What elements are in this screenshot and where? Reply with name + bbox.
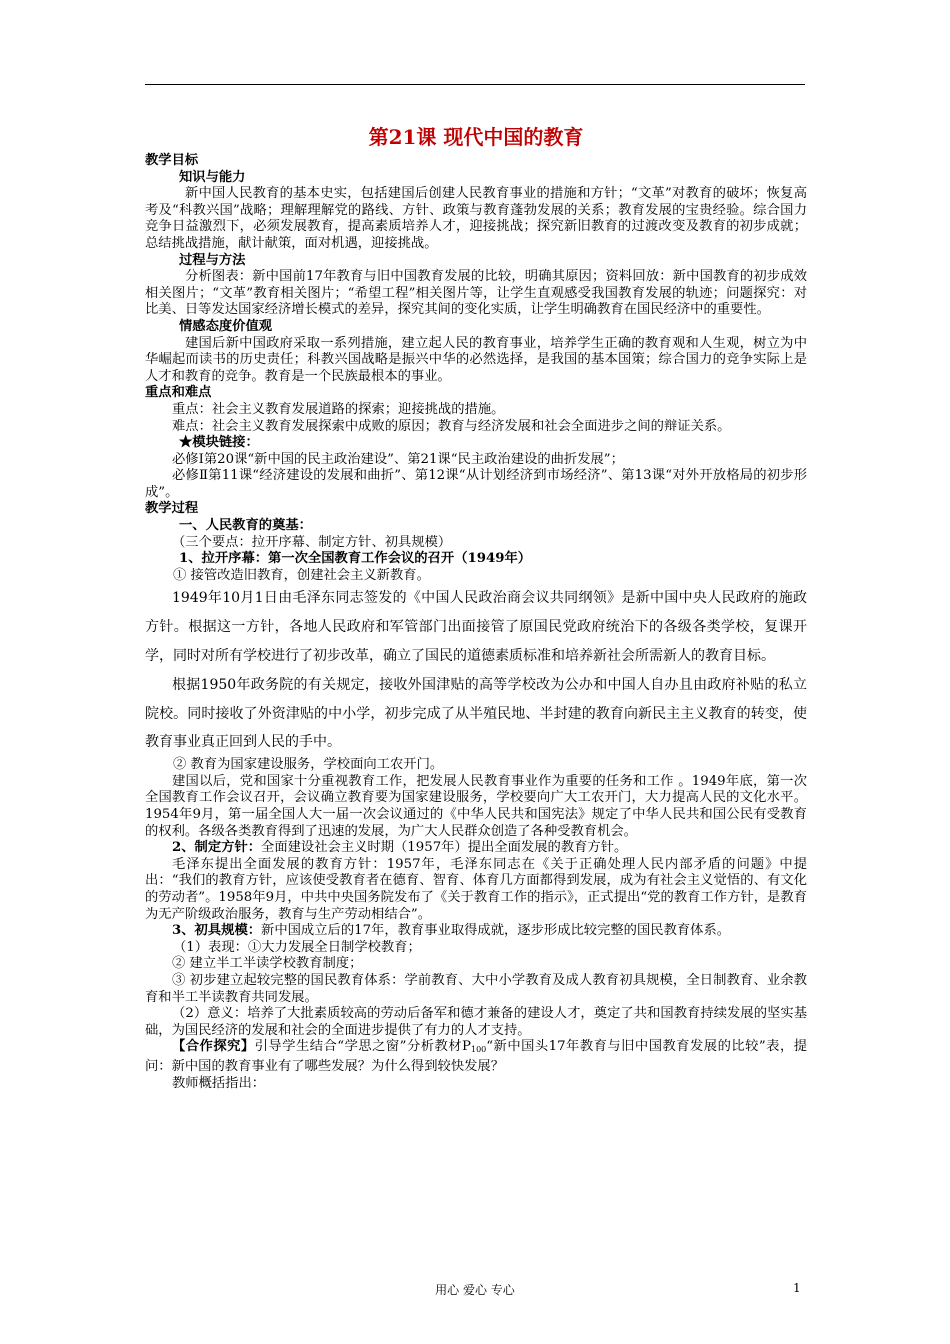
paragraph-wide-2: 根据1950年政务院的有关规定，接收外国津贴的高等学校改为公办和中国人自办且由政府补贴的私立院校。同时接收了外资津贴的中小学，初步完成了从半殖民地、半封建的教育向新民主主义教育的转变，使教育事业真正回到人民的手中。	[145, 676, 807, 751]
teacher-summary: 教师概括指出：	[172, 1075, 266, 1091]
subheading-emotion: 情感态度价值观	[179, 318, 273, 334]
subheading-process: 过程与方法	[179, 252, 246, 268]
p1-point1: ① 接管改造旧教育，创建社会主义新教育。	[173, 567, 430, 583]
coop-label: 【合作探究】	[172, 1039, 255, 1055]
page-title: 第21课 现代中国的教育	[368, 125, 584, 149]
p3-line	[145, 923, 807, 940]
coop-page-sub: 100	[471, 1045, 487, 1055]
difficult-point: 难点：社会主义教育发展探索中成败的原因；教育与经济发展和社会全面进步之间的辩证关系。	[172, 418, 731, 434]
page-number: 1	[793, 1281, 801, 1295]
coop-line	[145, 1039, 807, 1075]
coop-text-a: 引导学生结合“学思之窗”分析教材P	[254, 1039, 471, 1055]
part1-heading: 一、人民教育的奠基：	[179, 518, 312, 534]
p1-text2: 建国以后，党和国家十分重视教育工作，把发展人民教育事业作为重要的任务和工作 。1949年底，第一次全国教育工作会议召开，会议确立教育要为国家建设服务，学校要向广大工农开门，大力提高人民的文化水平。1954年9月，第一届全国人大一届一次会议通过的《中华人民共和国宪法》规定了中华人民共和国公民有受教育的权利。各级各类教育得到了迅速的发展，为广大人民群众创造了各种受教育机会。	[145, 773, 807, 839]
p2-text: 全面建设社会主义时期（1957年）提出全面发展的教育方针。	[261, 840, 628, 856]
page-footer: 用心 爱心 专心	[435, 1283, 515, 1297]
p3-show: （1）表现：①大力发展全日制学校教育；	[173, 939, 421, 955]
paragraph-emotion: 建国后新中国政府采取一系列措施，建立起人民的教育事业，培养学生正确的教育观和人生观，树立为中华崛起而读书的历史责任；科教兴国战略是振兴中华的必然选择，是我国的基本国策；综合国力的竞争实际上是人才和教育的竞争。教育是一个民族最根本的事业。	[145, 335, 807, 384]
module-link-2: 必修Ⅱ第11课“经济建设的发展和曲折”、第12课“从计划经济到市场经济”、第13课“对外开放格局的初步形成”。	[145, 468, 807, 500]
module-link-1: 必修Ⅰ第20课“新中国的民主政治建设”、第21课“民主政治建设的曲折发展”；	[172, 451, 624, 467]
section-heading-goals: 教学目标	[145, 153, 199, 168]
p2-label: 2、制定方针：	[172, 840, 262, 856]
part1-note: （三个要点：拉开序幕、制定方针、初具规模）	[172, 534, 452, 550]
key-point: 重点：社会主义教育发展道路的探索；迎接挑战的措施。	[172, 401, 505, 417]
p1-point2: ② 教育为国家建设服务，学校面向工农开门。	[173, 757, 444, 773]
section-heading-key: 重点和难点	[145, 385, 212, 401]
paragraph-wide-1: 1949年10月1日由毛泽东同志签发的《中国人民政治商会议共同纲领》是新中国中央人民政府的施政方针。根据这一方针，各地人民政府和军管部门出面接管了原国民党政府统治下的各级各类学校，复课开学，同时对所有学校进行了初步改革，确立了国民的道德素质标准和培养新社会所需新人的教育目标。	[145, 590, 807, 665]
p3-label: 3、初具规模：	[172, 923, 262, 939]
document-body	[145, 124, 807, 1092]
p2-detail: 毛泽东提出全面发展的教育方针：1957年，毛泽东同志在《关于正确处理人民内部矛盾的问题》中提出：“我们的教育方针，应该使受教育者在德育、智育、体育几方面都得到发展，成为有社会主义觉悟的、有文化的劳动者”。1958年9月，中共中央国务院发布了《关于教育工作的指示》，正式提出“党的教育工作方针，是教育为无产阶级政治服务，教育与生产劳动相结合”。	[145, 856, 807, 922]
section-heading-process: 教学过程	[145, 501, 199, 517]
coop-text-b: “新中国头17年教育与旧中国教育发展的比较”表，提问：新中国的教育事业有了哪些发展？为什么得到较快发展？	[145, 1039, 808, 1074]
paragraph-knowledge: 新中国人民教育的基本史实，包括建国后创建人民教育事业的措施和方针；“文革”对教育的破坏；恢复高考及“科教兴国”战略；理解理解党的路线、方针、政策与教育蓬勃发展的关系；教育发展的宝贵经验。综合国力竞争日益激烈下，必须发展教育，提高素质培养人才，迎接挑战；探究新旧教育的过渡改变及教育的初步成就；总结挑战措施，献计献策，面对机遇，迎接挑战。	[145, 186, 807, 251]
p1-heading: 1、拉开序幕：第一次全国教育工作会议的召开（1949年）	[179, 551, 532, 567]
module-link-heading: ★模块链接：	[179, 435, 259, 451]
p3-text: 新中国成立后的17年，教育事业取得成就，逐步形成比较完整的国民教育体系。	[261, 923, 731, 939]
header-rule	[145, 84, 805, 85]
p3-show2: ② 建立半工半读学校教育制度；	[172, 956, 363, 972]
paragraph-process: 分析图表：新中国前17年教育与旧中国教育发展的比较，明确其原因；资料回放：新中国教育的初步成效相关图片；“文革”教育相关图片；“希望工程”相关图片等，让学生直观感受我国教育发展的轨迹；问题探究：对比美、日等发达国家经济增长模式的差异，探究其间的变化实质，让学生明确教育在国民经济中的重要性。	[145, 269, 807, 318]
p2-line	[145, 840, 807, 857]
p3-meaning: （2）意义：培养了大批素质较高的劳动后备军和德才兼备的建设人才，奠定了共和国教育持续发展的坚实基础，为国民经济的发展和社会的全面进步提供了有力的人才支持。	[145, 1006, 807, 1038]
subheading-knowledge: 知识与能力	[179, 169, 246, 185]
p3-show3: ③ 初步建立起较完整的国民教育体系：学前教育、大中小学教育及成人教育初具规模，全日制教育、业余教育和半工半读教育共同发展。	[145, 972, 807, 1005]
